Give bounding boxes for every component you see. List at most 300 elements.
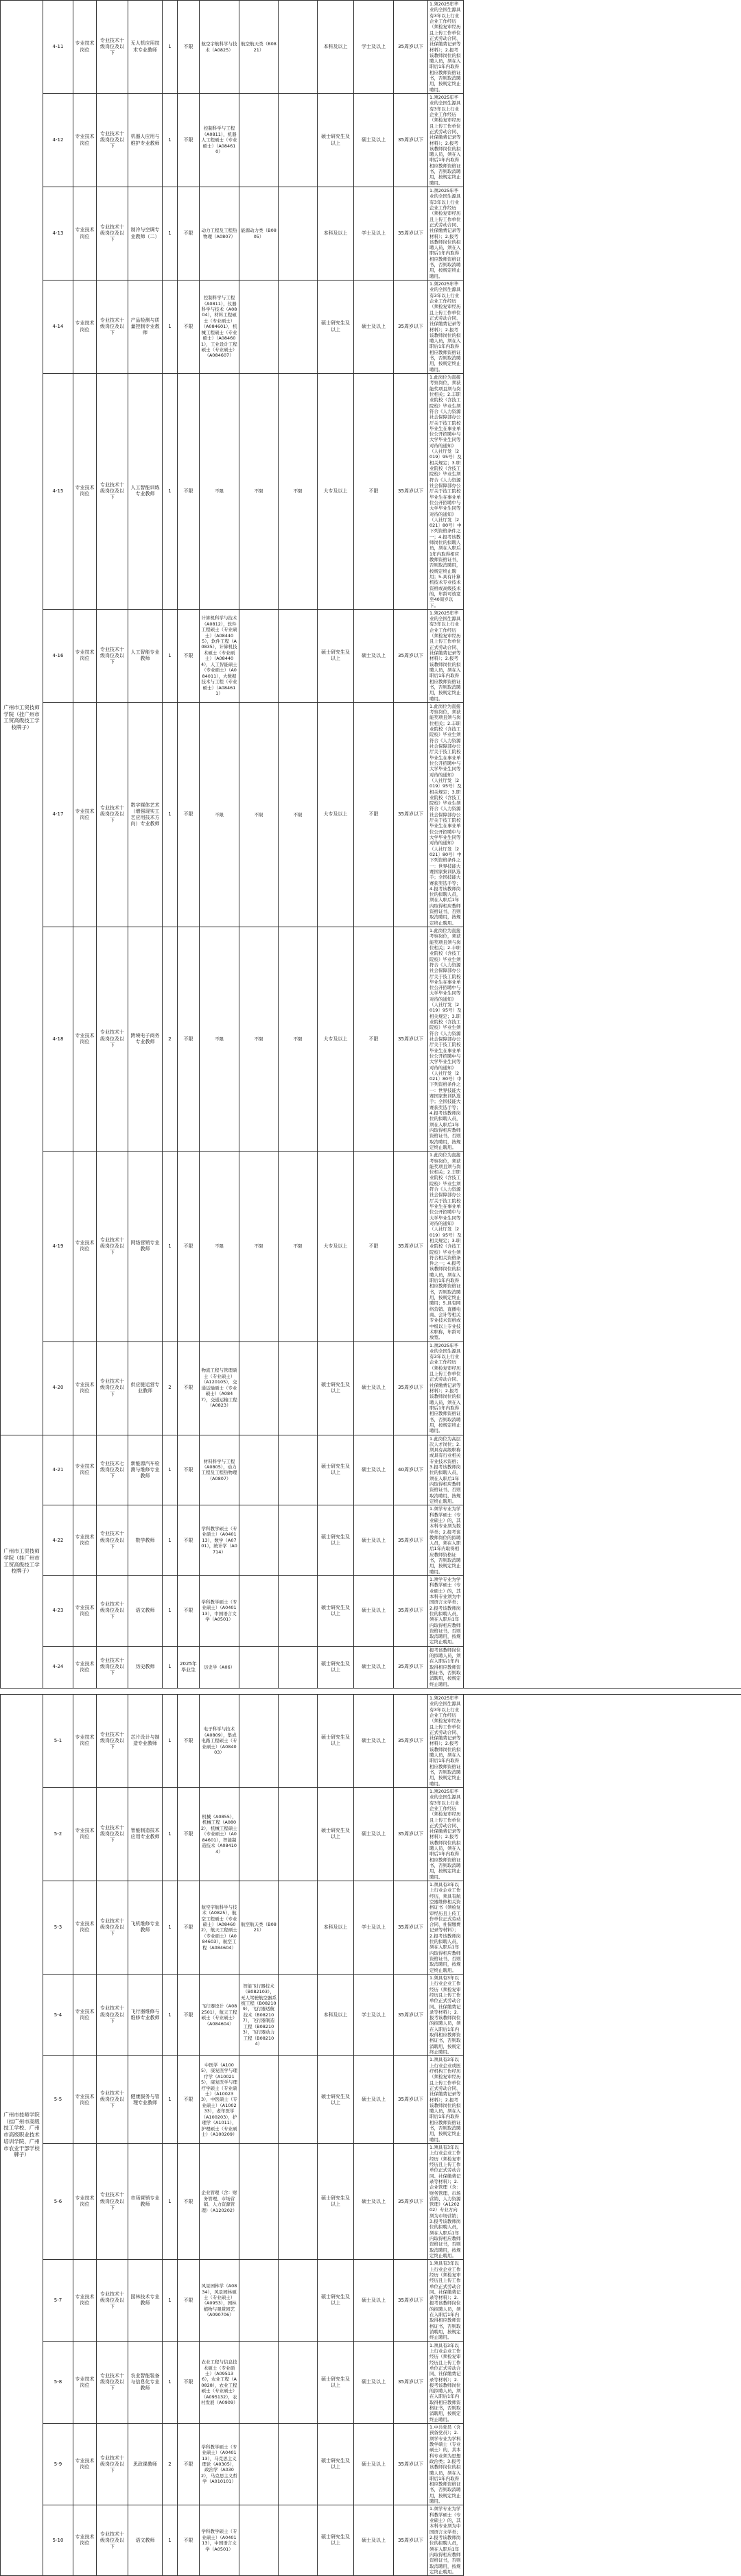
row-major-college: [279, 2056, 318, 2144]
row-education: 硕士研究生及以上: [318, 2505, 354, 2576]
row-degree: 不限: [354, 1152, 394, 1341]
row-level: 专业技术十级岗位及以下: [97, 1787, 128, 1881]
row-category: 专业技术岗位: [73, 2056, 97, 2144]
row-target: 不限: [178, 1787, 200, 1881]
row-major-undergraduate: [239, 281, 279, 374]
row-major-postgraduate: 企业管理（含：财务管理、市场营销、人力资源管理）（A120202）: [200, 2144, 239, 2260]
row-code: 5-1: [43, 1694, 73, 1787]
row-education: 大专及以上: [318, 702, 354, 927]
row-requirements: 报考该教师岗位的拟聘人员，须在入职后1年内取得相应教师资格证书，否则取消聘用，按规定终止聘用。: [428, 1646, 464, 1688]
row-major-undergraduate: [239, 1787, 279, 1881]
row-major-undergraduate: [239, 609, 279, 702]
row-major-college: [279, 1435, 318, 1505]
row-level: 专业技术十级岗位及以下: [97, 1974, 128, 2055]
row-degree: 学士及以上: [354, 187, 394, 281]
row-education: 硕士研究生及以上: [318, 94, 354, 187]
row-level: 专业技术十级岗位及以下: [97, 2144, 128, 2260]
table-row: [1, 1576, 741, 1647]
row-category: 专业技术岗位: [73, 1341, 97, 1435]
row-level: 专业技术十级岗位及以下: [97, 2260, 128, 2341]
row-education: 本科及以上: [318, 1974, 354, 2055]
row-requirements: 1.须具有3年以上行业企业或医疗机构工作经历（须检复审经历且上传工作单位正式劳动合同、社保缴费记录等材料）；2.报考该教师岗位的拟聘人员，须在入职后1年内取得相应教师资格证书，否则取消聘用，按规定终止聘用。: [428, 2056, 464, 2144]
row-education: 硕士研究生及以上: [318, 2056, 354, 2144]
table-row: [1, 281, 741, 374]
row-category: 专业技术岗位: [73, 1646, 97, 1688]
row-headcount: 1: [163, 1694, 178, 1787]
employer-unit: 广州市工贸技师学院（挂广州市工贸高级技工学校牌子）: [1, 1, 43, 1435]
row-headcount: 1: [163, 2505, 178, 2576]
row-education: 硕士研究生及以上: [318, 1646, 354, 1688]
row-target: 不限: [178, 94, 200, 187]
section-gap-cell: [1, 1688, 741, 1694]
row-level: 专业技术十级岗位及以下: [97, 1881, 128, 1974]
row-position-name: 语文教师: [128, 1576, 163, 1647]
row-code: 4-11: [43, 1, 73, 94]
row-degree: 硕士及以上: [354, 609, 394, 702]
row-position-name: 新能源汽车检测与维修专业教师: [128, 1435, 163, 1505]
table-body: [1, 1, 741, 2576]
row-degree: 硕士及以上: [354, 1787, 394, 1881]
row-target: 不限: [178, 187, 200, 281]
row-major-postgraduate: 动力工程及工程热物理（A0807）: [200, 187, 239, 281]
row-category: 专业技术岗位: [73, 187, 97, 281]
row-age: 40周岁以下: [394, 1435, 428, 1505]
row-major-postgraduate: 风景园林学（A0834），风景园林硕士（专业硕士）（A0953），园林植物与观赏园艺（A090706）: [200, 2260, 239, 2341]
row-code: 4-14: [43, 281, 73, 374]
row-target: 不限: [178, 1694, 200, 1787]
row-age: 35周岁以下: [394, 2505, 428, 2576]
row-education: 硕士研究生及以上: [318, 1694, 354, 1787]
row-major-postgraduate: 计算机科学与技术（A0812），软件工程硕士（专业硕士）（A084405），软件工程（A0835），计算机技术硕士（专业硕士）（A084404），人工智能硕士（专业硕士）（A084011），大数据技术与工程（专业硕士）（A084611）: [200, 609, 239, 702]
employer-unit: 广州市工贸技师学院（挂广州市工贸高级技工学校牌子）: [1, 1435, 43, 1688]
row-headcount: 1: [163, 1974, 178, 2055]
row-age: 35周岁以下: [394, 702, 428, 927]
row-degree: 不限: [354, 927, 394, 1152]
row-major-postgraduate: 学科教学硕士（专业硕士）（A040113），马克思主义理论（A0305），政治学（A0302），马克思主义哲学（A010101）: [200, 2424, 239, 2505]
row-level: 专业技术十级岗位及以下: [97, 2424, 128, 2505]
row-requirements: 1.须具有3年以上行业企业工作经历（须检复审经历且上传工作单位正式劳动合同、社保缴费记录等材料）；2.企业管理（含：财务管理、市场营销、人力资源管理）（A120202）专业方向须为市场营销；3.报考该教师岗位的拟聘人员，须在入职后1年内取得相应教师资格证书，否则取消聘用，按规定终止聘用。: [428, 2144, 464, 2260]
row-headcount: 1: [163, 2144, 178, 2260]
row-degree: 硕士及以上: [354, 1694, 394, 1787]
row-position-name: 历史教师: [128, 1646, 163, 1688]
row-position-name: 芯片设计与制造专业教师: [128, 1694, 163, 1787]
row-degree: 硕士及以上: [354, 1646, 394, 1688]
row-code: 4-20: [43, 1341, 73, 1435]
row-code: 5-6: [43, 2144, 73, 2260]
row-major-college: [279, 281, 318, 374]
row-major-college: [279, 1881, 318, 1974]
row-major-postgraduate: 航空宇航科学与技术（A0825）: [200, 1, 239, 94]
row-code: 5-10: [43, 2505, 73, 2576]
row-target: 不限: [178, 1505, 200, 1576]
row-major-postgraduate: 历史学（A06）: [200, 1646, 239, 1688]
row-major-undergraduate: [239, 1505, 279, 1576]
row-major-undergraduate: 航空航天类（B0821）: [239, 1, 279, 94]
row-headcount: 1: [163, 187, 178, 281]
row-age: 35周岁以下: [394, 374, 428, 610]
table-row: [1, 1152, 741, 1341]
row-major-college: [279, 1974, 318, 2055]
row-target: 不限: [178, 1152, 200, 1341]
row-requirements: 1.须2025年毕业的全国生源具有3年以上行业企业工作经历（须检复审经历且上传工作单位正式劳动合同、社保缴费记录等材料）；2.报考该教师岗位的拟聘人员，须在入职后1年内取得相应教师资格证书，否则取消聘用，按规定终止聘用。: [428, 281, 464, 374]
row-education: 硕士研究生及以上: [318, 2144, 354, 2260]
row-level: 专业技术十级岗位及以下: [97, 187, 128, 281]
row-requirements: 1.此岗位为直接考察岗位，须获能奖项且须与岗位相关；2.丰职业院校（含技工院校）毕业生须符合《人力资源社会保障部办公厅关于技工院校毕业生在事业单位公开招聘中与大学毕业生同等对待的通知》（人社厅发〔2019〕95号）及相关规定；3.职业院校（含技工院校）毕业生须符合《人力资源社会保障部办公厅关于技工院校毕业生在事业单位公开招聘中与大学毕业生同等对待的通知》（人社厅发〔2021〕80号）中下列资格条件之一：世界技能大赛国家集训队选手；全国技能大赛获奖选手等；4.报考该教师岗位的拟聘人员，须在入职后1年内取得相应教师资格证书，否则取消聘用，按规定终止聘用。: [428, 702, 464, 927]
row-age: 35周岁以下: [394, 609, 428, 702]
row-target: 不限: [178, 2341, 200, 2423]
row-position-name: 园林技术专业教师: [128, 2260, 163, 2341]
table-row: [1, 2260, 741, 2341]
row-major-undergraduate: 能源动力类（B0805）: [239, 187, 279, 281]
row-requirements: 1.须学专业为学科教学硕士（专业硕士）的，其本科专业须为数学类；2.报考该教师岗位的拟聘人员，须在入职后1年内取得相应教师资格证书，否则取消聘用，按规定终止聘用。: [428, 1505, 464, 1576]
row-age: 35周岁以下: [394, 1576, 428, 1647]
row-degree: 硕士及以上: [354, 2144, 394, 2260]
row-requirements: 1.须学专业为学科教学硕士（专业硕士）的，其本科专业须为中国语言文学类；2.报考该教师岗位的拟聘人员，须在入职后1年内取得相应教师资格证书，否则取消聘用，按规定终止聘用。: [428, 1576, 464, 1647]
row-major-college: 不限: [279, 702, 318, 927]
row-major-undergraduate: [239, 94, 279, 187]
row-major-undergraduate: [239, 2341, 279, 2423]
row-degree: 学士及以上: [354, 1974, 394, 2055]
row-education: 硕士研究生及以上: [318, 609, 354, 702]
row-category: 专业技术岗位: [73, 374, 97, 610]
row-major-undergraduate: 航空航天类（B0821）: [239, 1881, 279, 1974]
row-position-name: 思政课教师: [128, 2424, 163, 2505]
row-position-name: 数字媒体艺术（增强现实工艺应用技术方向）专业教师: [128, 702, 163, 927]
row-target: 不限: [178, 927, 200, 1152]
row-category: 专业技术岗位: [73, 1, 97, 94]
row-major-postgraduate: 物流工程与管理硕士（专业硕士）（A120105），交通运输硕士（专业硕士）（A0847），交通运输工程（A0823）: [200, 1341, 239, 1435]
row-degree: 硕士及以上: [354, 94, 394, 187]
table-row: [1, 1341, 741, 1435]
row-position-name: 健康服务与管理专业教师: [128, 2056, 163, 2144]
row-requirements: 1.须具有3年以上行业企业工作经历（须检复审经历且上传工作单位正式劳动合同、社保缴费记录等材料）；2.报考该教师岗位的拟聘人员，须在入职后1年内取得相应教师资格证书，否则取消聘用，按规定终止聘用。: [428, 2341, 464, 2423]
table-row: [1, 1646, 741, 1688]
row-requirements: 1.须2025年毕业的全国生源具有3年以上行业企业工作经历（须检复审经历且上传工作单位正式劳动合同、社保缴费记录等材料）；2.报考该教师岗位的拟聘人员，须在入职后1年内取得相应教师资格证书，否则取消聘用，按规定终止聘用。: [428, 187, 464, 281]
row-education: 大专及以上: [318, 374, 354, 610]
row-major-postgraduate: 中医学（A1005），康复医学与理疗学（A100215），康复医学与理疗学硕士（专业硕士）（A100233），中医硕士（专业硕士）（A100233），老年医学（A100203），护理学（A1011），护理硕士（专业硕士）（A100209）: [200, 2056, 239, 2144]
table-row: [1, 94, 741, 187]
row-education: 大专及以上: [318, 1152, 354, 1341]
row-age: 35周岁以下: [394, 1694, 428, 1787]
row-major-college: [279, 2505, 318, 2576]
row-code: 4-19: [43, 1152, 73, 1341]
row-target: 2025年毕业生: [178, 1646, 200, 1688]
row-major-undergraduate: [239, 1435, 279, 1505]
row-major-undergraduate: [239, 1694, 279, 1787]
row-major-college: [279, 2424, 318, 2505]
row-requirements: 1.须具有3年以上行业企业工作经历（须检复审经历且上传工作单位正式劳动合同、社保缴费记录等材料）；2.报考该教师岗位的拟聘人员，须在入职后1年内取得相应教师资格证书，否则取消聘用，按规定终止聘用。: [428, 2260, 464, 2341]
row-code: 5-8: [43, 2341, 73, 2423]
row-major-undergraduate: [239, 2056, 279, 2144]
row-target: 不限: [178, 1, 200, 94]
row-target: 不限: [178, 1435, 200, 1505]
employer-unit: 广州市技师学院（挂广州市高级技工学校、广州市高级职业技术培训学院、广州市农业干部学校牌子）: [1, 1694, 43, 2575]
row-code: 4-12: [43, 94, 73, 187]
row-age: 35周岁以下: [394, 2260, 428, 2341]
row-education: 本科及以上: [318, 1, 354, 94]
row-major-college: [279, 2260, 318, 2341]
row-code: 4-16: [43, 609, 73, 702]
row-level: 专业技术七级岗位及以下: [97, 1435, 128, 1505]
row-code: 4-23: [43, 1576, 73, 1647]
row-category: 专业技术岗位: [73, 1152, 97, 1341]
row-headcount: 1: [163, 374, 178, 610]
row-major-postgraduate: 不限: [200, 702, 239, 927]
row-headcount: 1: [163, 2341, 178, 2423]
row-major-undergraduate: [239, 1576, 279, 1647]
row-age: 35周岁以下: [394, 927, 428, 1152]
row-level: 专业技术十级岗位及以下: [97, 702, 128, 927]
row-position-name: 跨境电子商务专业教师: [128, 927, 163, 1152]
table-row: [1, 1435, 741, 1505]
row-degree: 硕士及以上: [354, 2341, 394, 2423]
row-requirements: 1.须具有3年以上行业企业工作经历，须具有航空器维修相关资格证书（须检复审经历且上传工作单位正式劳动合同、社保缴费记录等材料）；2.报考该教师岗位的拟聘人员，须在入职后1年内取得相应教师资格证书，否则取消聘用，按规定终止聘用。: [428, 1881, 464, 1974]
row-requirements: 1.须2025年毕业的全国生源具有3年以上行业企业工作经历（须检复审经历且上传工作单位正式劳动合同、社保缴费记录等材料）；2.报考该教师岗位的拟聘人员，须在入职后1年内取得相应教师资格证书，否则取消聘用，按规定终止聘用。: [428, 1694, 464, 1787]
row-degree: 学士及以上: [354, 1, 394, 94]
row-major-undergraduate: [239, 1646, 279, 1688]
row-category: 专业技术岗位: [73, 609, 97, 702]
row-major-college: 不限: [279, 1152, 318, 1341]
table-row: [1, 1, 741, 94]
row-degree: 硕士及以上: [354, 2505, 394, 2576]
row-requirements: 1.须学专业为学科教学硕士（专业硕士）的，其本科专业须为中国语言文学类；2.报考该教师岗位的拟聘人员，须在入职后1年内取得相应教师资格证书，否则取消聘用，按规定终止聘用。: [428, 2505, 464, 2576]
row-major-postgraduate: 航空宇航科学与技术（A0825），航空工程硕士（专业硕士）（A084602），航天工程硕士（专业硕士）（A084603），航空工程（A084604）: [200, 1881, 239, 1974]
row-headcount: 2: [163, 2424, 178, 2505]
row-education: 硕士研究生及以上: [318, 1341, 354, 1435]
row-headcount: 1: [163, 1576, 178, 1647]
row-code: 4-13: [43, 187, 73, 281]
row-major-postgraduate: 不限: [200, 927, 239, 1152]
row-level: 专业技术十级岗位及以下: [97, 1152, 128, 1341]
table-row: [1, 2505, 741, 2576]
row-code: 4-21: [43, 1435, 73, 1505]
row-position-name: 人工智能专业教师: [128, 609, 163, 702]
row-major-college: [279, 1646, 318, 1688]
row-code: 4-17: [43, 702, 73, 927]
row-category: 专业技术岗位: [73, 1787, 97, 1881]
row-position-name: 语文教师: [128, 2505, 163, 2576]
row-level: 专业技术十级岗位及以下: [97, 1505, 128, 1576]
row-target: 不限: [178, 1881, 200, 1974]
row-major-college: [279, 2341, 318, 2423]
row-headcount: 1: [163, 1152, 178, 1341]
row-level: 专业技术十级岗位及以下: [97, 374, 128, 610]
row-age: 35周岁以下: [394, 2341, 428, 2423]
row-major-postgraduate: 机械（A0855），机械工程（A0802），机械工程硕士（专业硕士）（A084601），智能制造技术（A084104）: [200, 1787, 239, 1881]
row-major-undergraduate: 不限: [239, 702, 279, 927]
row-headcount: 1: [163, 1435, 178, 1505]
row-major-college: [279, 187, 318, 281]
row-age: 35周岁以下: [394, 1646, 428, 1688]
row-age: 35周岁以下: [394, 1787, 428, 1881]
row-position-name: 农业智能装备与信息化专业教师: [128, 2341, 163, 2423]
row-headcount: 1: [163, 1881, 178, 1974]
row-education: 硕士研究生及以上: [318, 2260, 354, 2341]
row-requirements: 1.此岗位为直接考察岗位，须获能奖项且须与岗位相关；2.丰职业院校（含技工院校）毕业生须符合《人力资源社会保障部办公厅关于技工院校毕业生在事业单位公开招聘中与大学毕业生同等对待的通知》（人社厅发〔2019〕95号）及相关规定；3.职业院校（含技工院校）毕业生须符合相关资格条件之一；4.报考该教师岗位的拟聘人员，须在入职后1年内取得相应教师资格证书，否则取消聘用，按规定终止聘用；5.具有网络营销、直播电商、会计等相关专业技术资格或中级以上专业技术职称，年龄可放宽。: [428, 1152, 464, 1341]
table-row: [1, 1974, 741, 2055]
row-target: 不限: [178, 2056, 200, 2144]
row-category: 专业技术岗位: [73, 2144, 97, 2260]
row-category: 专业技术岗位: [73, 702, 97, 927]
row-age: 35周岁以下: [394, 1881, 428, 1974]
row-target: 不限: [178, 2424, 200, 2505]
row-education: 本科及以上: [318, 1881, 354, 1974]
row-major-postgraduate: 控制科学与工程（A0811），机器人工程硕士（专业硕士）（A084610）: [200, 94, 239, 187]
row-level: 专业技术十级岗位及以下: [97, 609, 128, 702]
row-category: 专业技术岗位: [73, 94, 97, 187]
row-headcount: 1: [163, 1505, 178, 1576]
row-major-postgraduate: 学科教学硕士（专业硕士）（A040113），中国语言文学（A0501）: [200, 1576, 239, 1647]
row-major-college: [279, 609, 318, 702]
row-level: 专业技术十级岗位及以下: [97, 927, 128, 1152]
row-degree: 不限: [354, 374, 394, 610]
row-major-undergraduate: [239, 1341, 279, 1435]
row-requirements: 1.须2025年毕业的全国生源具有3年以上行业企业工作经历（须检复审经历且上传工作单位正式劳动合同、社保缴费记录等材料）；2.报考该教师岗位的拟聘人员，须在入职后1年内取得相应教师资格证书，否则取消聘用，按规定终止聘用。: [428, 1341, 464, 1435]
row-level: 专业技术十级岗位及以下: [97, 1576, 128, 1647]
row-category: 专业技术岗位: [73, 2341, 97, 2423]
row-position-name: 智能制造技术应用专业教师: [128, 1787, 163, 1881]
row-level: 专业技术十级岗位及以下: [97, 281, 128, 374]
row-degree: 硕士及以上: [354, 2056, 394, 2144]
row-code: 5-3: [43, 1881, 73, 1974]
row-target: 不限: [178, 1974, 200, 2055]
row-target: 不限: [178, 1341, 200, 1435]
row-age: 35周岁以下: [394, 2144, 428, 2260]
row-position-name: 数学教师: [128, 1505, 163, 1576]
row-level: 专业技术十级岗位及以下: [97, 1, 128, 94]
row-major-postgraduate: 飞行器设计（A082501），航天工程硕士（专业硕士）（A084604）: [200, 1974, 239, 2055]
row-major-undergraduate: 不限: [239, 1152, 279, 1341]
row-position-name: 机器人应用与维护专业教师: [128, 94, 163, 187]
row-degree: 硕士及以上: [354, 281, 394, 374]
table-row: [1, 374, 741, 610]
table-row: [1, 1505, 741, 1576]
row-degree: 硕士及以上: [354, 1341, 394, 1435]
row-code: 4-18: [43, 927, 73, 1152]
table-row: [1, 2144, 741, 2260]
row-headcount: 1: [163, 2260, 178, 2341]
row-code: 5-2: [43, 1787, 73, 1881]
row-age: 35周岁以下: [394, 1341, 428, 1435]
row-education: 硕士研究生及以上: [318, 1576, 354, 1647]
row-requirements: 1.须2025年毕业的全国生源具有3年以上行业企业工作经历（须检复审经历且上传工作单位正式劳动合同、社保缴费记录等材料）；2.报考该教师岗位的拟聘人员，须在入职后1年内取得相应教师资格证书，否则取消聘用，按规定终止聘用。: [428, 609, 464, 702]
row-target: 不限: [178, 702, 200, 927]
row-category: 专业技术岗位: [73, 281, 97, 374]
row-category: 专业技术岗位: [73, 927, 97, 1152]
row-degree: 硕士及以上: [354, 1435, 394, 1505]
row-major-postgraduate: 材料科学与工程（A0805），动力工程及工程热物理（A0807）: [200, 1435, 239, 1505]
row-education: 硕士研究生及以上: [318, 1435, 354, 1505]
row-education: 硕士研究生及以上: [318, 281, 354, 374]
row-major-college: [279, 1576, 318, 1647]
row-headcount: 2: [163, 927, 178, 1152]
row-major-postgraduate: 农业工程与信息技术硕士（专业硕士）（A095136），农业工程（A0828），农业工程硕士（专业硕士）（A095132），农村发展（A0909）: [200, 2341, 239, 2423]
row-degree: 学士及以上: [354, 1881, 394, 1974]
row-requirements: 1.须具有3年以上行业企业工作经历（须检复审经历且上传工作单位正式劳动合同、社保缴费记录等材料）；2.报考该教师岗位的拟聘人员，须在入职后1年内取得相应教师资格证书，否则取消聘用，按规定终止聘用。: [428, 1974, 464, 2055]
row-target: 不限: [178, 2144, 200, 2260]
row-target: 不限: [178, 2260, 200, 2341]
row-major-undergraduate: [239, 2144, 279, 2260]
row-degree: 不限: [354, 702, 394, 927]
row-major-college: 不限: [279, 927, 318, 1152]
row-education: 硕士研究生及以上: [318, 2341, 354, 2423]
table-row: [1, 187, 741, 281]
row-position-name: 网络营销专业教师: [128, 1152, 163, 1341]
row-age: 35周岁以下: [394, 1, 428, 94]
row-level: 专业技术十级岗位及以下: [97, 1341, 128, 1435]
row-position-name: 供应链运营专业教师: [128, 1341, 163, 1435]
row-level: 专业技术十级岗位及以下: [97, 1694, 128, 1787]
row-headcount: 1: [163, 1787, 178, 1881]
row-education: 本科及以上: [318, 187, 354, 281]
row-level: 专业技术十级岗位及以下: [97, 2341, 128, 2423]
table-row: [1, 609, 741, 702]
row-major-undergraduate: [239, 2260, 279, 2341]
row-position-name: 飞机维修专业教师: [128, 1881, 163, 1974]
row-position-name: 飞行器维修与维修专业教师: [128, 1974, 163, 2055]
row-major-college: [279, 2144, 318, 2260]
row-code: 5-4: [43, 1974, 73, 2055]
row-code: 4-15: [43, 374, 73, 610]
table-row: [1, 2056, 741, 2144]
row-degree: 硕士及以上: [354, 2260, 394, 2341]
row-major-undergraduate: [239, 2424, 279, 2505]
table-row: [1, 1694, 741, 1787]
row-major-undergraduate: 不限: [239, 374, 279, 610]
table-row: [1, 927, 741, 1152]
row-position-name: 人工智能训练专业教师: [128, 374, 163, 610]
row-major-postgraduate: 不限: [200, 374, 239, 610]
row-code: 5-5: [43, 2056, 73, 2144]
row-target: 不限: [178, 1576, 200, 1647]
row-education: 硕士研究生及以上: [318, 1505, 354, 1576]
row-headcount: 1: [163, 281, 178, 374]
row-requirements: 1.须2025年毕业的全国生源具有3年以上行业企业工作经历（须检复审经历且上传工作单位正式劳动合同、社保缴费记录等材料）；2.报考该教师岗位的拟聘人员，须在入职后1年内取得相应教师资格证书，否则取消聘用，按规定终止聘用。: [428, 1, 464, 94]
row-headcount: 1: [163, 702, 178, 927]
row-position-name: 无人机应用技术专业教师: [128, 1, 163, 94]
row-category: 专业技术岗位: [73, 2424, 97, 2505]
row-age: 35周岁以下: [394, 2424, 428, 2505]
row-level: 专业技术十级岗位及以下: [97, 2056, 128, 2144]
row-age: 35周岁以下: [394, 2056, 428, 2144]
row-code: 5-7: [43, 2260, 73, 2341]
row-major-college: [279, 1694, 318, 1787]
row-degree: 硕士及以上: [354, 2424, 394, 2505]
row-major-college: [279, 1341, 318, 1435]
row-major-undergraduate: 不限: [239, 927, 279, 1152]
row-requirements: 1.须2025年毕业的全国生源具有3年以上行业企业工作经历（须检复审经历且上传工作单位正式劳动合同、社保缴费记录等材料）；2.报考该教师岗位的拟聘人员，须在入职后1年内取得相应教师资格证书，否则取消聘用，按规定终止聘用。: [428, 1787, 464, 1881]
row-target: 不限: [178, 374, 200, 610]
row-major-postgraduate: 控制科学与工程（A0811），仪器科学与技术（A0804），材料工程硕士（专业硕士）（A084601），机械工程硕士（专业硕士）（A084601），工业设计工程硕士（专业硕士）（A084607）: [200, 281, 239, 374]
row-major-college: [279, 1505, 318, 1576]
row-level: 专业技术十级岗位及以下: [97, 1646, 128, 1688]
row-age: 35周岁以下: [394, 1505, 428, 1576]
row-target: 不限: [178, 2505, 200, 2576]
row-requirements: 1.此岗位为直接考察岗位，须获能奖项且须与岗位相关；2.丰职业院校（含技工院校）毕业生须符合《人力资源社会保障部办公厅关于技工院校毕业生在事业单位公开招聘中与大学毕业生同等对待的通知》（人社厅发〔2019〕95号）及相关规定；3.职业院校（含技工院校）毕业生须符合《人力资源社会保障部办公厅关于技工院校毕业生在事业单位公开招聘中与大学毕业生同等对待的通知》（人社厅发〔2021〕80号）中下列资格条件之一；4.报考该教师岗位的拟聘人员，须在入职后1年内取得相应教师资格证书，否则取消聘用，按规定终止聘用；5.具有计算机技术专业技术资格或高级技术的，年龄可放宽至40周岁以下。: [428, 374, 464, 610]
row-major-college: [279, 1787, 318, 1881]
row-position-name: 市场营销专业教师: [128, 2144, 163, 2260]
row-headcount: 2: [163, 1341, 178, 1435]
row-education: 硕士研究生及以上: [318, 1787, 354, 1881]
row-degree: 硕士及以上: [354, 1505, 394, 1576]
row-education: 硕士研究生及以上: [318, 2424, 354, 2505]
row-major-undergraduate: [239, 2505, 279, 2576]
row-code: 4-24: [43, 1646, 73, 1688]
row-category: 专业技术岗位: [73, 1576, 97, 1647]
table-row: [1, 2341, 741, 2423]
row-major-postgraduate: 不限: [200, 1152, 239, 1341]
row-category: 专业技术岗位: [73, 2260, 97, 2341]
